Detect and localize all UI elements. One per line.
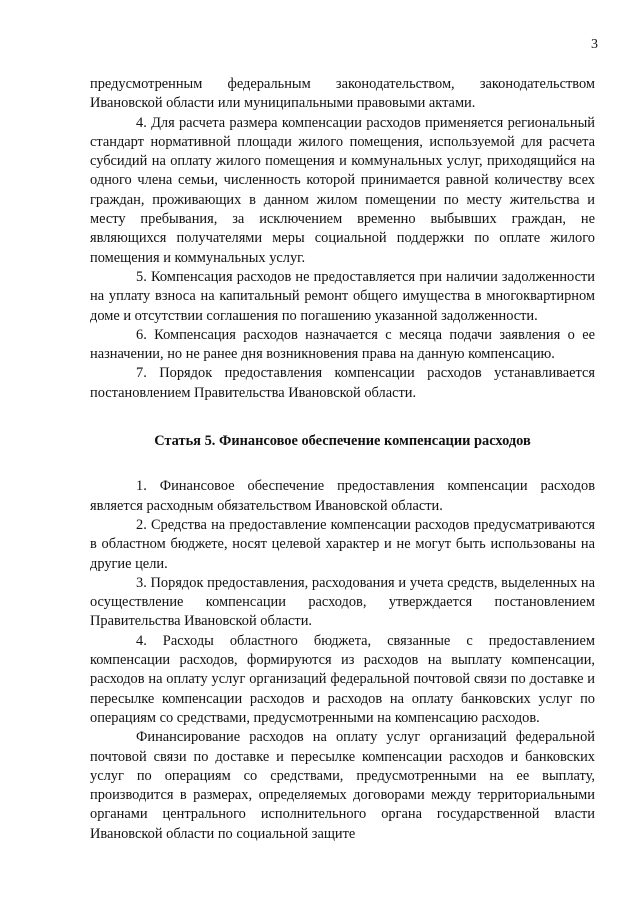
paragraph-item-7: 7. Порядок предоставления компенсации расходов устанавливается постановлением Правительства Ивановской области. (90, 365, 595, 401)
article-5-paragraph-2: 2. Средства на предоставление компенсации расходов предусматриваются в областном бюджете, носят целевой характер и не могут быть использованы на другие цели. (90, 516, 595, 572)
paragraph-item-4: 4. Для расчета размера компенсации расходов применяется региональный стандарт нормативной площади жилого помещения, используемой для расчета субсидий на оплату жилого помещения и коммунальных услуг, приходящийся на одного члена семьи, численность которой принимается равной количеству всех граждан, проживающих в данном жилом помещении по месту жительства и месту пребывания, за исключением временно выбывших граждан, не являющихся получателями меры социальной поддержки по оплате жилого помещения и коммунальных услуг. (90, 114, 595, 266)
article-heading: Статья 5. Финансовое обеспечение компенсации расходов (154, 433, 531, 450)
document-body (90, 75, 595, 844)
article-5-paragraph-1: 1. Финансовое обеспечение предоставления компенсации расходов является расходным обязательством Ивановской области. (90, 478, 595, 514)
article-5-paragraph-3: 3. Порядок предоставления, расходования и учета средств, выделенных на осуществление компенсации расходов, утверждается постановлением Правительства Ивановской области. (90, 574, 595, 630)
page-number: 3 (591, 37, 598, 52)
paragraph-item-5: 5. Компенсация расходов не предоставляется при наличии задолженности на уплату взноса на капитальный ремонт общего имущества в многоквартирном доме и отсутствии соглашения по погашению указанной задолженности. (90, 268, 595, 324)
article-5-paragraph-financing: Финансирование расходов на оплату услуг организаций федеральной почтовой связи по доставке и пересылке компенсации расходов и банковских услуг по операциям со средствами, предусмотренными на ее выплату, производится в размерах, определяемых договорами между территориальными органами центрального исполнительного органа государственной власти Ивановской области по социальной защите (90, 729, 595, 842)
paragraph-item-6: 6. Компенсация расходов назначается с месяца подачи заявления о ее назначении, но не ранее дня возникновения права на данную компенсацию. (90, 326, 595, 363)
article-5-paragraph-4: 4. Расходы областного бюджета, связанные с предоставлением компенсации расходов, формируются из расходов на выплату компенсации, расходов на оплату услуг организаций федеральной почтовой связи по доставке и пересылке компенсации расходов и расходов на оплату банковских услуг по операциям со средствами, предусмотренными на компенсацию расходов. (90, 632, 595, 726)
paragraph-continuation: предусмотренным федеральным законодательством, законодательством Ивановской области или муниципальными правовыми актами. (90, 76, 595, 112)
